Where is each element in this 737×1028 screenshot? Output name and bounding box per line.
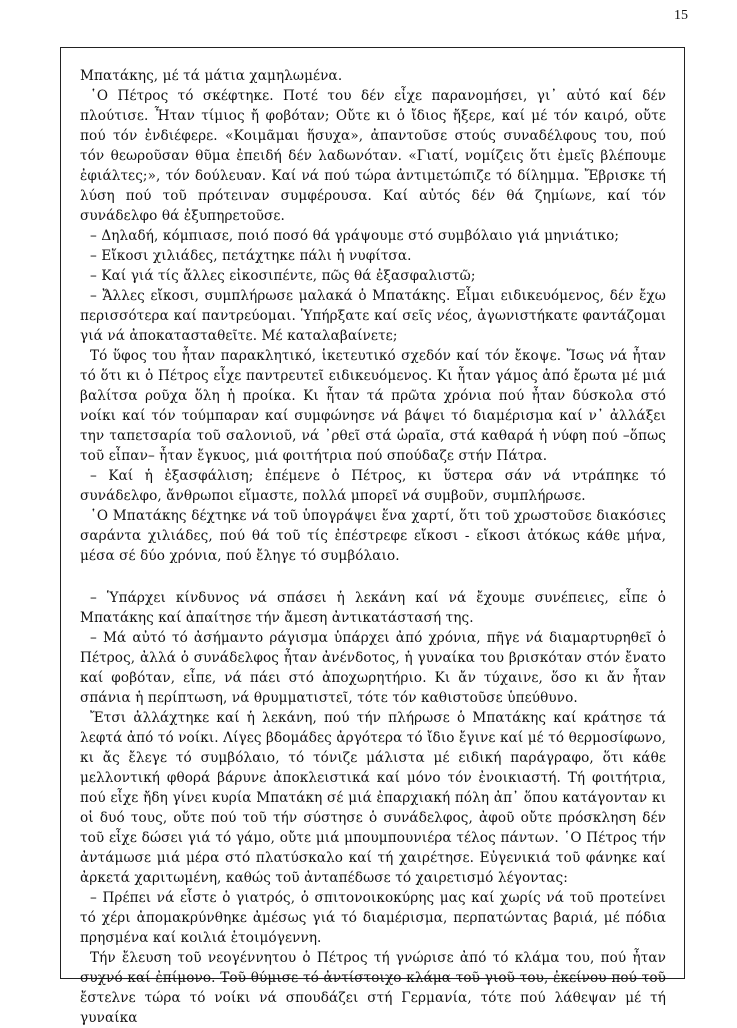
body-text [80, 66, 666, 1028]
dialogue-line: – Καί γιά τίς ἄλλες εἰκοσιπέντε, πῶς θά ἐξασφαλιστῶ; [90, 268, 476, 284]
paragraph: Τό ὕφος του ἦταν παρακλητικό, ἱκετευτικό σχεδόν καί τόν ἔκοψε. Ἴσως νά ἦταν τό ὅτι κι ὁ Πέτρος εἶχε παντρευτεῖ ειδικευόμενος. Κι ἦταν γάμος ἀπό ἔρωτα μέ μιά βαλίτσα ροῦχα ὅλη ἡ προίκα. Κι ἦταν τά πρῶτα χρόνια πού ἦταν δύσκολα στό νοίκι καί τόν τούμπαραν καί συμφώνησε νά βάψει τό διαμέρισμα καί ν᾿ ἀλλάξει την ταπετσαρία τοῦ σαλονιοῦ, νά ᾿ρθεῖ στά ὡραῖα, στά καθαρά ἡ νύφη πού –ὅπως τοῦ εἶπαν– ἦταν ἔγκυος, μιά φοιτήτρια πού σπούδαζε στήν Πάτρα. [80, 348, 666, 464]
dialogue-line: – Εἴκοσι χιλιάδες, πετάχτηκε πάλι ἡ νυφίτσα. [90, 248, 412, 264]
paragraph: Τήν ἔλευση τοῦ νεογέννητου ὁ Πέτρος τή γνώρισε ἀπό τό κλάμα του, πού ἦταν συχνό καί ἐπίμονο. Τοῦ θύμισε τό ἀντίστοιχο κλάμα τοῦ γιοῦ του, ἐκείνου πού τοῦ ἔστελνε τώρα τό νοίκι νά σπουδάζει στή Γερμανία, τότε πού λάθεψαν μέ τή γυναίκα [80, 950, 666, 1026]
dialogue-line: – Δηλαδή, κόμπιασε, ποιό ποσό θά γράψουμε στό συμβόλαιο γιά μηνιάτικο; [90, 228, 620, 244]
dialogue-line: – Μά αὐτό τό ἀσήμαντο ράγισμα ὑπάρχει ἀπό χρόνια, πῆγε νά διαμαρτυρηθεῖ ὁ Πέτρος, ἀλλά ὁ συνάδελφος ἦταν ἀνένδοτος, ἡ γυναίκα του βρισκόταν στόν ἔνατο καί φοβόταν, εἶπε, νά πάει στό ἀποχωρητήριο. Κι ἄν τύχαινε, ὅσο κι ἄν ἦταν σπάνια ἡ περίπτωση, νά θρυμματιστεῖ, τότε τόν καθιστοῦσε ὑπεύθυνο. [80, 630, 666, 706]
page-number: 15 [674, 8, 688, 23]
dialogue-line: – Ἄλλες εἴκοσι, συμπλήρωσε μαλακά ὁ Μπατάκης. Εἶμαι ειδικευόμενος, δέν ἔχω περισσότερα καί παντρεύομαι. Ὑπήρξατε καί σεῖς νέος, ἀγωνιστήκατε φαντάζομαι γιά νά ἀποκατασταθεῖτε. Μέ καταλαβαίνετε; [80, 288, 666, 344]
dialogue-line: – Καί ἡ ἐξασφάλιση; ἐπέμενε ὁ Πέτρος, κι ὕστερα σάν νά ντράπηκε τό συνάδελφο, ἄνθρωποι εἴμαστε, πολλά μπορεῖ νά συμβοῦν, συμπλήρωσε. [80, 468, 666, 504]
dialogue-line: – Ὑπάρχει κίνδυνος νά σπάσει ἡ λεκάνη καί νά ἔχουμε συνέπειες, εἶπε ὁ Μπατάκης καί ἀπαίτησε τήν ἄμεση ἀντικατάστασή της. [80, 590, 666, 626]
paragraph: Μπατάκης, μέ τά μάτια χαμηλωμένα. [80, 68, 343, 84]
dialogue-line: – Πρέπει νά εἶστε ὁ γιατρός, ὁ σπιτονοικοκύρης μας καί χωρίς νά τοῦ προτείνει τό χέρι ἀπομακρύνθηκε ἀμέσως γιά τό διαμέρισμα, περπατώντας βαριά, μέ πόδια πρησμένα καί κοιλιά ἑτοιμόγεννη. [80, 890, 666, 946]
paragraph: ῾Ο Μπατάκης δέχτηκε νά τοῦ ὑπογράψει ἕνα χαρτί, ὅτι τοῦ χρωστοῦσε διακόσιες σαράντα χιλιάδες, πού θά τοῦ τίς ἐπέστρεφε εἴκοσι - εἴκοσι ἀτόκως κάθε μήνα, μέσα σέ δύο χρόνια, πού ἔληγε τό συμβόλαιο. [80, 508, 666, 564]
paragraph: Ἔτσι ἀλλάχτηκε καί ἡ λεκάνη, πού τήν πλήρωσε ὁ Μπατάκης καί κράτησε τά λεφτά ἀπό τό νοίκι. Λίγες βδομάδες ἀργότερα τό ἴδιο ἔγινε καί μέ τό θερμοσίφωνο, κι ἄς ἔλεγε τό συμβόλαιο, τό τόνιζε μάλιστα μέ ειδική παράγραφο, ὅτι κάθε μελλοντική φθορά βάρυνε ἀποκλειστικά καί μόνο τόν ἐνοικιαστή. Τή φοιτήτρια, πού εἶχε ἤδη γίνει κυρία Μπατάκη σέ μιά ἐπαρχιακή πόλη ἀπ᾿ ὅπου κατάγονταν κι οἱ δυό τους, οὔτε πού τοῦ τήν σύστησε ὁ συνάδελφος, ἀφοῦ οὔτε πρόσκληση δέν τοῦ εἶχε δώσει γιά τό γάμο, οὔτε μιά μπουμπουνιέρα τέλος πάντων. ῾Ο Πέτρος τήν ἀντάμωσε μιά μέρα στό πλατύσκαλο καί τή χαιρέτησε. Εὐγενικιά τοῦ φάνηκε καί ἀρκετά χαριτωμένη, καθώς τοῦ ἀνταπέδωσε τό χαιρετισμό λέγοντας: [80, 710, 666, 886]
section-break [80, 566, 666, 588]
paragraph: ῾Ο Πέτρος τό σκέφτηκε. Ποτέ του δέν εἶχε παρανομήσει, γι᾿ αὐτό καί δέν πλούτισε. Ἦταν τίμιος ἤ φοβόταν; Οὔτε κι ὁ ἴδιος ἤξερε, καί μέ τόν καιρό, οὔτε πού τόν ἐνδιέφερε. «Κοιμᾶμαι ἥσυχα», ἀπαντοῦσε στούς συναδέλφους του, πού τόν θεωροῦσαν θῦμα ἐπειδή δέν λαδωνόταν. «Γιατί, νομίζεις ὅτι ἐμεῖς βλέπουμε ἐφιάλτες;», τόν δούλευαν. Καί νά πού τώρα ἀντιμετώπιζε τό δίλημμα. Ἔβρισκε τή λύση πού τοῦ πρότειναν συμφέρουσα. Καί αὐτός δέν θά ζημίωνε, καί τόν συνάδελφο θά ἐξυπηρετοῦσε. [80, 88, 666, 224]
